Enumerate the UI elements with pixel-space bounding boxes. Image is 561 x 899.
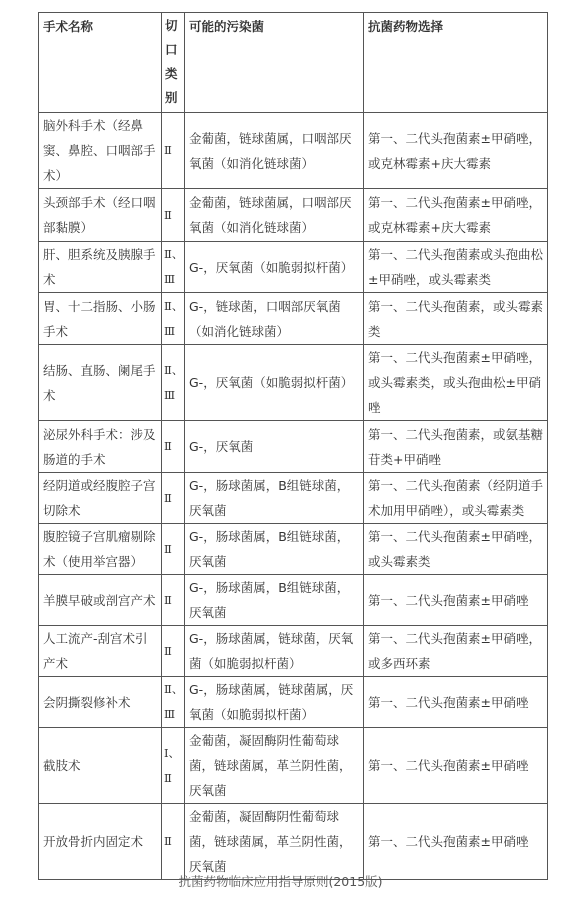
table-row <box>39 626 548 677</box>
antibiotics-cell: 第一、二代头孢菌素，或头霉素类 <box>364 293 548 345</box>
incision-cell: Ⅱ <box>162 473 185 524</box>
procedure-cell: 结肠、直肠、阑尾手术 <box>39 345 162 421</box>
procedure-cell: 人工流产-刮宫术引产术 <box>39 626 162 677</box>
procedure-cell: 肝、胆系统及胰腺手术 <box>39 242 162 293</box>
procedure-cell: 羊膜早破或剖宫产术 <box>39 575 162 626</box>
incision-cell: Ⅱ <box>162 626 185 677</box>
incision-cell: Ⅱ、Ⅲ <box>162 677 185 728</box>
procedure-cell: 胃、十二指肠、小肠手术 <box>39 293 162 345</box>
pathogens-cell: G-，肠球菌属，B组链球菌，厌氧菌 <box>185 524 364 575</box>
antibiotics-cell: 第一、二代头孢菌素（经阴道手术加用甲硝唑），或头霉素类 <box>364 473 548 524</box>
table-row <box>39 804 548 880</box>
incision-cell: Ⅱ <box>162 804 185 880</box>
table-row <box>39 524 548 575</box>
antibiotics-cell: 第一、二代头孢菌素±甲硝唑 <box>364 575 548 626</box>
incision-cell: Ⅱ、Ⅲ <box>162 242 185 293</box>
antibiotics-cell: 第一、二代头孢菌素±甲硝唑，或克林霉素+庆大霉素 <box>364 189 548 242</box>
incision-cell: Ⅱ <box>162 421 185 473</box>
antibiotics-cell: 第一、二代头孢菌素±甲硝唑 <box>364 728 548 804</box>
pathogens-cell: G-，厌氧菌（如脆弱拟杆菌） <box>185 345 364 421</box>
procedure-cell: 腹腔镜子宫肌瘤剔除术（使用举宫器） <box>39 524 162 575</box>
incision-cell: Ⅱ <box>162 113 185 189</box>
table-row <box>39 113 548 189</box>
procedure-cell: 脑外科手术（经鼻窦、鼻腔、口咽部手术） <box>39 113 162 189</box>
header-pathogens: 可能的污染菌 <box>185 13 364 113</box>
table-row <box>39 575 548 626</box>
antibiotic-prophylaxis-table <box>38 12 548 880</box>
pathogens-cell: G-，肠球菌属，B组链球菌，厌氧菌 <box>185 473 364 524</box>
pathogens-cell: G-，肠球菌属，链球菌属，厌氧菌（如脆弱拟杆菌） <box>185 677 364 728</box>
table-row <box>39 345 548 421</box>
source-caption: 抗菌药物临床应用指导原则(2015版) <box>178 874 383 889</box>
pathogens-cell: G-，厌氧菌 <box>185 421 364 473</box>
antibiotics-cell: 第一、二代头孢菌素±甲硝唑 <box>364 677 548 728</box>
pathogens-cell: G-，肠球菌属，B组链球菌，厌氧菌 <box>185 575 364 626</box>
incision-cell: Ⅱ <box>162 189 185 242</box>
table-row <box>39 677 548 728</box>
antibiotics-cell: 第一、二代头孢菌素或头孢曲松±甲硝唑，或头霉素类 <box>364 242 548 293</box>
pathogens-cell: 金葡菌，链球菌属，口咽部厌氧菌（如消化链球菌） <box>185 189 364 242</box>
antibiotics-cell: 第一、二代头孢菌素±甲硝唑，或克林霉素+庆大霉素 <box>364 113 548 189</box>
header-antibiotics: 抗菌药物选择 <box>364 13 548 113</box>
table-row <box>39 421 548 473</box>
table-row <box>39 189 548 242</box>
procedure-cell: 会阴撕裂修补术 <box>39 677 162 728</box>
table-row <box>39 242 548 293</box>
table-row <box>39 473 548 524</box>
pathogens-cell: 金葡菌，凝固酶阴性葡萄球菌，链球菌属，革兰阴性菌，厌氧菌 <box>185 804 364 880</box>
pathogens-cell: 金葡菌，凝固酶阴性葡萄球菌，链球菌属，革兰阴性菌，厌氧菌 <box>185 728 364 804</box>
procedure-cell: 泌尿外科手术：涉及肠道的手术 <box>39 421 162 473</box>
header-incision: 切口类别 <box>162 13 185 113</box>
antibiotics-cell: 第一、二代头孢菌素，或氨基糖苷类+甲硝唑 <box>364 421 548 473</box>
antibiotics-cell: 第一、二代头孢菌素±甲硝唑 <box>364 804 548 880</box>
header-row <box>39 13 548 113</box>
pathogens-cell: 金葡菌，链球菌属，口咽部厌氧菌（如消化链球菌） <box>185 113 364 189</box>
procedure-cell: 头颈部手术（经口咽部黏膜） <box>39 189 162 242</box>
antibiotics-cell: 第一、二代头孢菌素±甲硝唑，或多西环素 <box>364 626 548 677</box>
procedure-cell: 经阴道或经腹腔子宫切除术 <box>39 473 162 524</box>
header-procedure: 手术名称 <box>39 13 162 113</box>
antibiotics-cell: 第一、二代头孢菌素±甲硝唑，或头霉素类，或头孢曲松±甲硝唑 <box>364 345 548 421</box>
pathogens-cell: G-，肠球菌属，链球菌，厌氧菌（如脆弱拟杆菌） <box>185 626 364 677</box>
procedure-cell: 开放骨折内固定术 <box>39 804 162 880</box>
pathogens-cell: G-，厌氧菌（如脆弱拟杆菌） <box>185 242 364 293</box>
table-row <box>39 728 548 804</box>
incision-cell: Ⅰ、Ⅱ <box>162 728 185 804</box>
incision-cell: Ⅱ、Ⅲ <box>162 345 185 421</box>
incision-cell: Ⅱ <box>162 575 185 626</box>
incision-cell: Ⅱ、Ⅲ <box>162 293 185 345</box>
antibiotics-cell: 第一、二代头孢菌素±甲硝唑，或头霉素类 <box>364 524 548 575</box>
procedure-cell: 截肢术 <box>39 728 162 804</box>
incision-cell: Ⅱ <box>162 524 185 575</box>
table-row <box>39 293 548 345</box>
pathogens-cell: G-，链球菌，口咽部厌氧菌（如消化链球菌） <box>185 293 364 345</box>
